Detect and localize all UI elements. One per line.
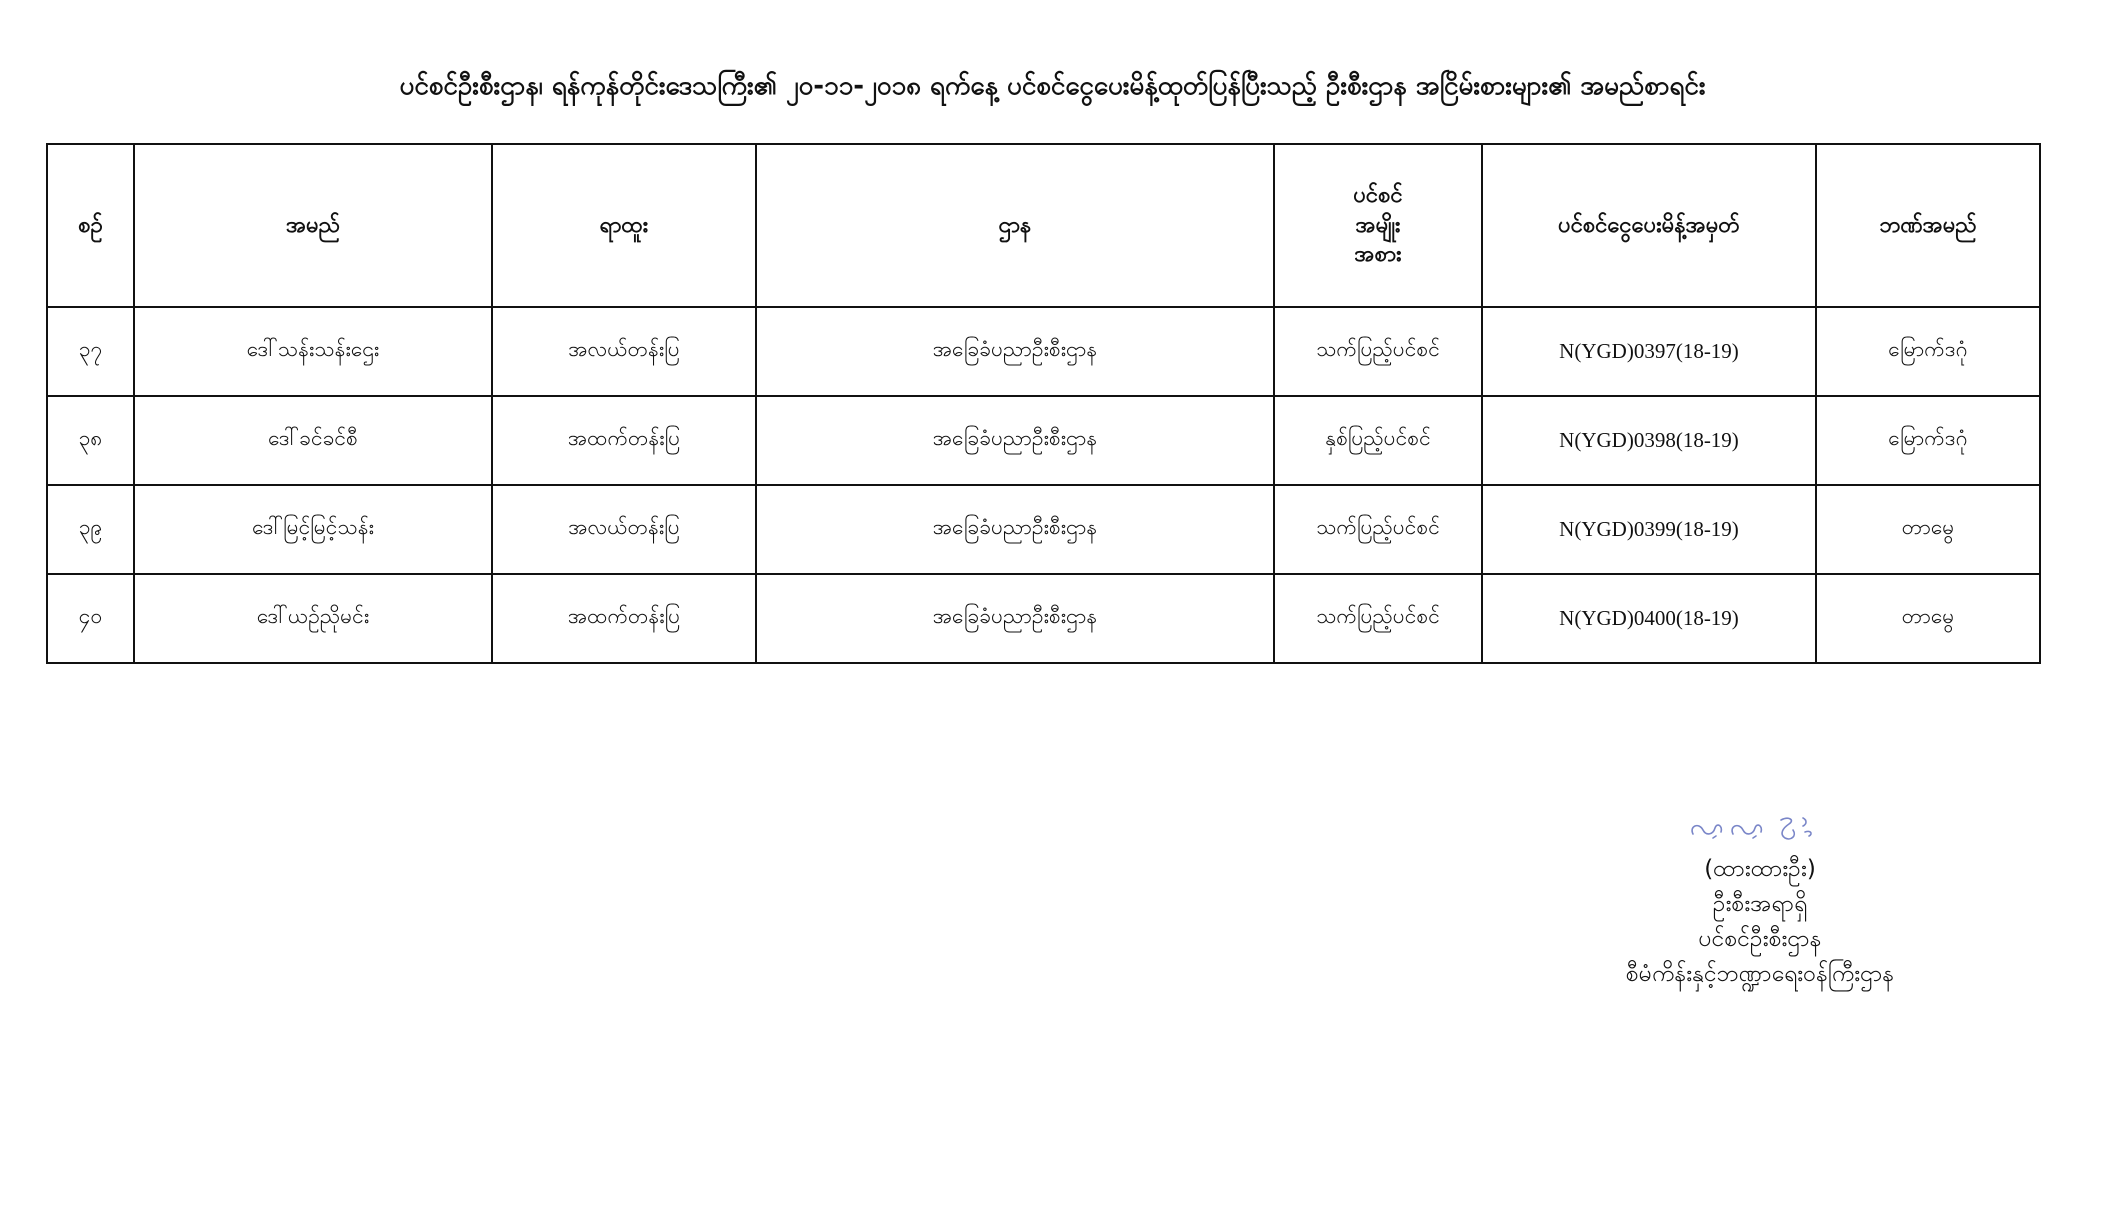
cell-department: အခြေခံပညာဦးစီးဌာန (756, 485, 1274, 574)
table-row (47, 485, 2040, 574)
table-row (47, 574, 2040, 663)
cell-bank: မြောက်ဒဂုံ (1816, 307, 2040, 396)
signatory-office: ပင်စင်ဦးစီးဌာန (1698, 926, 1822, 952)
cell-name: ဒေါ်ခင်ခင်စီ (134, 396, 492, 485)
cell-bank: မြောက်ဒဂုံ (1816, 396, 2040, 485)
cell-department: အခြေခံပညာဦးစီးဌာန (756, 396, 1274, 485)
cell-pension-type: သက်ပြည့်ပင်စင် (1274, 574, 1482, 663)
header-name: အမည် (134, 144, 492, 307)
page-title: ပင်စင်ဦးစီးဌာန၊ ရန်ကုန်တိုင်းဒေသကြီး၏ ၂၀-၁၁-၂၀၁၈ ရက်နေ့ ပင်စင်ငွေပေးမိန့်ထုတ်ပြန်ပြီးသည့် ဦးစီးဌာန အငြိမ်းစားများ၏ အမည်စာရင်း (399, 71, 1706, 101)
cell-order-no: N(YGD)0399(18-19) (1482, 485, 1816, 574)
handwritten-signature (1685, 808, 1835, 848)
table-row (47, 307, 2040, 396)
signatory-name: (ထားထားဦး) (1704, 856, 1816, 882)
cell-pension-type: နှစ်ပြည့်ပင်စင် (1274, 396, 1482, 485)
header-pension-type-line2: အမျိုး (1355, 212, 1401, 238)
pensioner-table (46, 143, 2041, 664)
cell-name: ဒေါ်ယဥ်ညိုမင်း (134, 574, 492, 663)
cell-serial-no: ၃၉ (47, 485, 134, 574)
cell-rank: အလယ်တန်းပြ (492, 485, 756, 574)
cell-rank: အလယ်တန်းပြ (492, 307, 756, 396)
header-department: ဌာန (756, 144, 1274, 307)
cell-rank: အထက်တန်းပြ (492, 396, 756, 485)
cell-order-no: N(YGD)0397(18-19) (1482, 307, 1816, 396)
header-pension-type (1274, 144, 1482, 307)
header-rank: ရာထူး (492, 144, 756, 307)
cell-serial-no: ၄၀ (47, 574, 134, 663)
header-pension-type-line1: ပင်စင် (1353, 182, 1403, 208)
cell-name: ဒေါ်သန်းသန်းဌေး (134, 307, 492, 396)
cell-rank: အထက်တန်းပြ (492, 574, 756, 663)
signatory-ministry: စီမံကိန်းနှင့်ဘဏ္ဍာရေးဝန်ကြီးဌာန (1625, 961, 1895, 987)
cell-name: ဒေါ်မြင့်မြင့်သန်း (134, 485, 492, 574)
cell-department: အခြေခံပညာဦးစီးဌာန (756, 574, 1274, 663)
cell-serial-no: ၃၈ (47, 396, 134, 485)
cell-department: အခြေခံပညာဦးစီးဌာန (756, 307, 1274, 396)
header-serial-no: စဥ် (47, 144, 134, 307)
signatory-title: ဦးစီးအရာရှိ (1712, 891, 1808, 917)
cell-bank: တာမွေ (1816, 574, 2040, 663)
cell-pension-type: သက်ပြည့်ပင်စင် (1274, 307, 1482, 396)
table-header-row (47, 144, 2040, 307)
header-order-no: ပင်စင်ငွေပေးမိန့်အမှတ် (1482, 144, 1816, 307)
header-bank: ဘဏ်အမည် (1816, 144, 2040, 307)
cell-pension-type: သက်ပြည့်ပင်စင် (1274, 485, 1482, 574)
header-pension-type-line3: အစား (1354, 242, 1402, 268)
cell-serial-no: ၃၇ (47, 307, 134, 396)
cell-bank: တာမွေ (1816, 485, 2040, 574)
signature-block (1520, 808, 2000, 992)
table-row (47, 396, 2040, 485)
cell-order-no: N(YGD)0398(18-19) (1482, 396, 1816, 485)
signature-ink (1692, 818, 1811, 839)
cell-order-no: N(YGD)0400(18-19) (1482, 574, 1816, 663)
